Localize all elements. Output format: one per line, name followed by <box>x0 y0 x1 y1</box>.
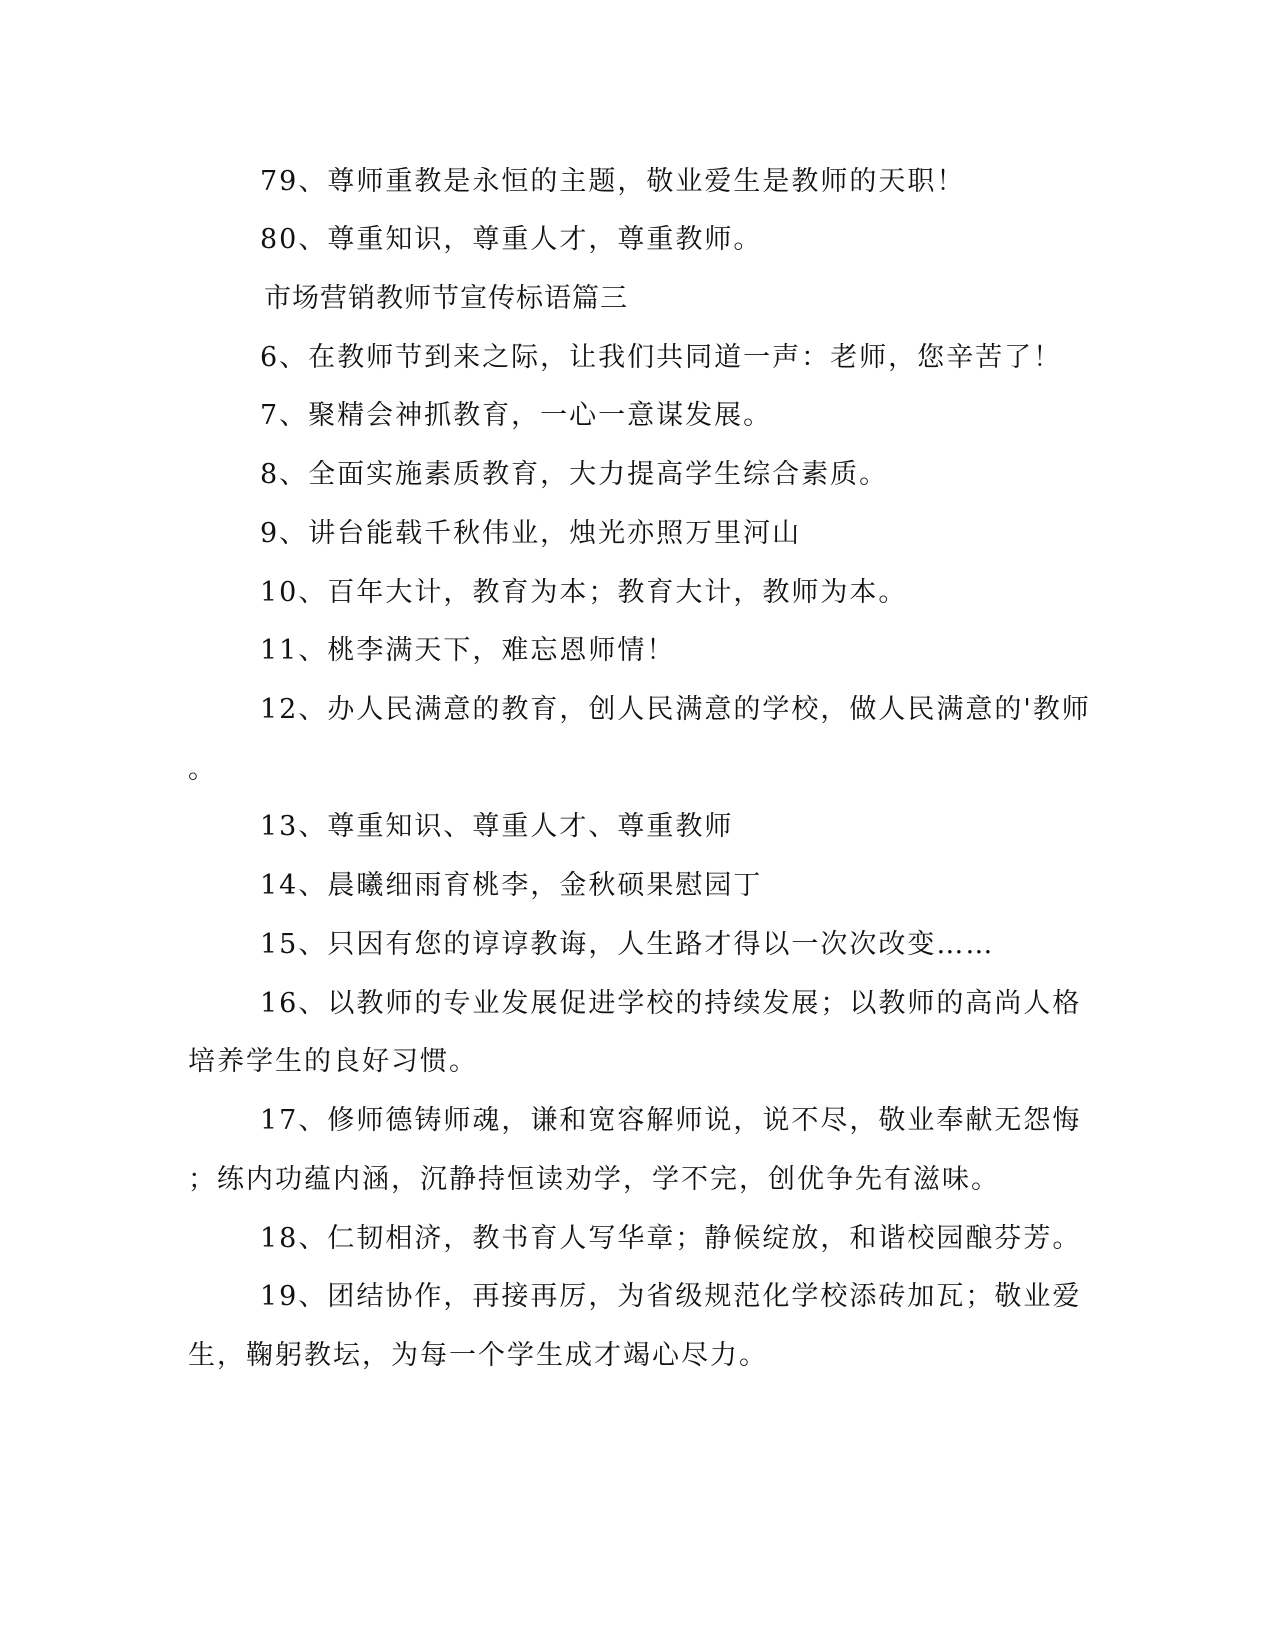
slogan-12: 12、办人民满意的教育，创人民满意的学校，做人民满意的'教师 <box>260 694 1091 725</box>
slogan-80: 80、尊重知识，尊重人才，尊重教师。 <box>260 224 763 255</box>
slogan-13: 13、尊重知识、尊重人才、尊重教师 <box>260 811 734 842</box>
slogan-6: 6、在教师节到来之际，让我们共同道一声：老师，您辛苦了！ <box>260 342 1063 373</box>
slogan-16-continued: 培养学生的良好习惯。 <box>188 1046 478 1077</box>
slogan-19-continued: 生，鞠躬教坛，为每一个学生成才竭心尽力。 <box>188 1340 768 1371</box>
slogan-12-continued: 。 <box>188 754 217 785</box>
slogan-15: 15、只因有您的谆谆教诲，人生路才得以一次次改变…… <box>260 929 995 960</box>
slogan-9: 9、讲台能载千秋伟业，烛光亦照万里河山 <box>260 518 802 549</box>
slogan-17: 17、修师德铸师魂，谦和宽容解师说，说不尽，敬业奉献无怨悔 <box>260 1105 1082 1136</box>
slogan-14: 14、晨曦细雨育桃李，金秋硕果慰园丁 <box>260 870 763 901</box>
slogan-79: 79、尊师重教是永恒的主题，敬业爱生是教师的天职！ <box>260 166 966 197</box>
section-heading: 市场营销教师节宣传标语篇三 <box>264 283 628 314</box>
slogan-11: 11、桃李满天下，难忘恩师情！ <box>260 635 676 666</box>
slogan-7: 7、聚精会神抓教育，一心一意谋发展。 <box>260 400 773 431</box>
slogan-8: 8、全面实施素质教育，大力提高学生综合素质。 <box>260 459 889 490</box>
slogan-18: 18、仁韧相济，教书育人写华章；静候绽放，和谐校园酿芬芳。 <box>260 1223 1082 1254</box>
slogan-16: 16、以教师的专业发展促进学校的持续发展；以教师的高尚人格 <box>260 988 1082 1019</box>
slogan-19: 19、团结协作，再接再厉，为省级规范化学校添砖加瓦；敬业爱 <box>260 1281 1082 1312</box>
slogan-10: 10、百年大计，教育为本；教育大计，教师为本。 <box>260 577 908 608</box>
slogan-17-continued: ；练内功蕴内涵，沉静持恒读劝学，学不完，创优争先有滋味。 <box>188 1164 1000 1195</box>
